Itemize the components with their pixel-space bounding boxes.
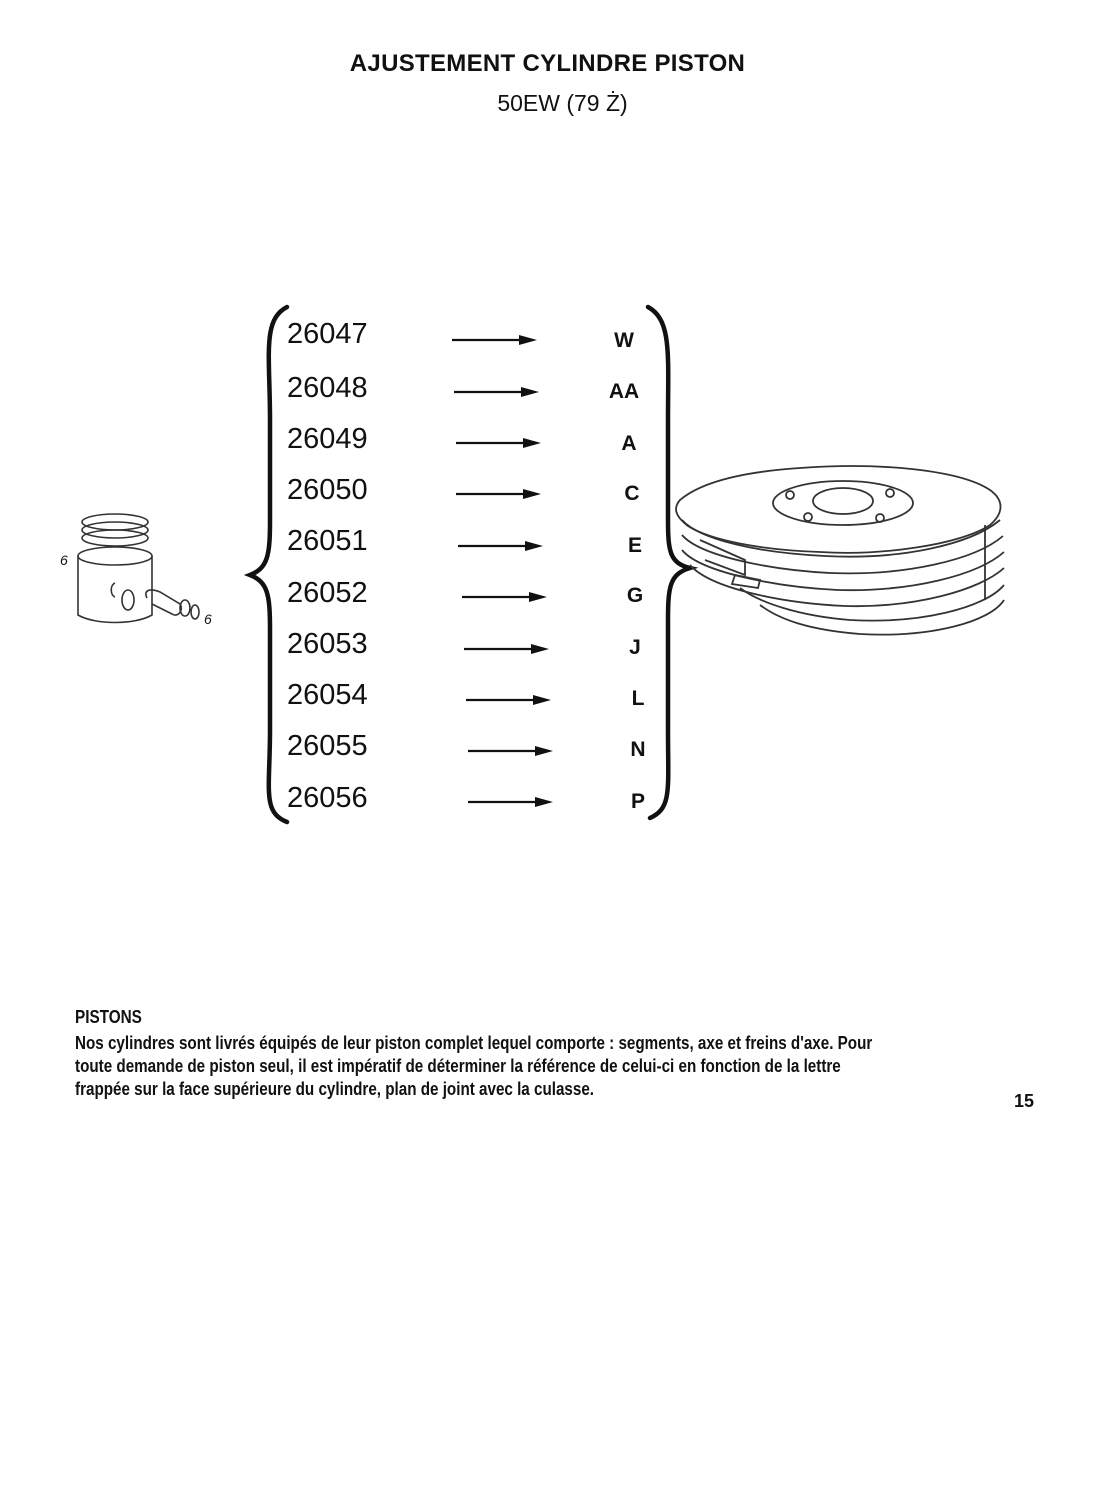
arrow-head-8 [535, 746, 553, 756]
ref-1: 26048 [287, 372, 368, 404]
ref-2: 26049 [287, 423, 368, 455]
letter-8: N [630, 738, 646, 761]
letter-3: C [624, 482, 640, 505]
ref-0: 26047 [287, 318, 368, 350]
cylinder-drawing-icon [676, 466, 1004, 635]
letter-0: W [614, 329, 634, 352]
letter-7: L [631, 687, 645, 710]
arrow-head-2 [523, 438, 541, 448]
letter-4: E [627, 534, 642, 557]
arrow-head-4 [525, 541, 543, 551]
piston-label-right: 6 [204, 611, 212, 627]
piston-drawing-icon [78, 514, 199, 623]
piston-label-left: 6 [60, 552, 68, 568]
arrow-head-6 [531, 644, 549, 654]
letter-1: AA [608, 380, 640, 403]
ref-5: 26052 [287, 577, 368, 609]
ref-3: 26050 [287, 474, 368, 506]
body-line-3: frappée sur la face supérieure du cylindre, plan de joint avec la culasse. [75, 1079, 595, 1099]
letter-5: G [626, 584, 644, 607]
left-brace-icon [250, 307, 287, 822]
arrow-head-3 [523, 489, 541, 499]
arrow-head-5 [529, 592, 547, 602]
page-title: AJUSTEMENT CYLINDRE PISTON [349, 50, 746, 77]
ref-9: 26056 [287, 782, 368, 814]
letter-9: P [630, 790, 645, 813]
arrow-head-9 [535, 797, 553, 807]
letter-2: A [621, 432, 637, 455]
ref-8: 26055 [287, 730, 368, 762]
ref-7: 26054 [287, 679, 368, 711]
page-subtitle: 50EW (79 Ż) [497, 90, 628, 116]
arrow-head-7 [533, 695, 551, 705]
body-line-2: toute demande de piston seul, il est impératif de déterminer la référence de celui-ci en fonction de la lettre [75, 1056, 841, 1076]
ref-6: 26053 [287, 628, 368, 660]
page-number: 15 [1014, 1091, 1035, 1111]
arrow-head-1 [521, 387, 539, 397]
body-line-1: Nos cylindres sont livrés équipés de leur piston complet lequel comporte : segments, axe et freins d'axe. Pour [75, 1033, 873, 1053]
ref-4: 26051 [287, 525, 368, 557]
section-body [75, 1032, 1030, 1101]
letter-6: J [629, 636, 641, 659]
arrow-head-0 [519, 335, 537, 345]
section-heading: PISTONS [75, 1007, 142, 1027]
